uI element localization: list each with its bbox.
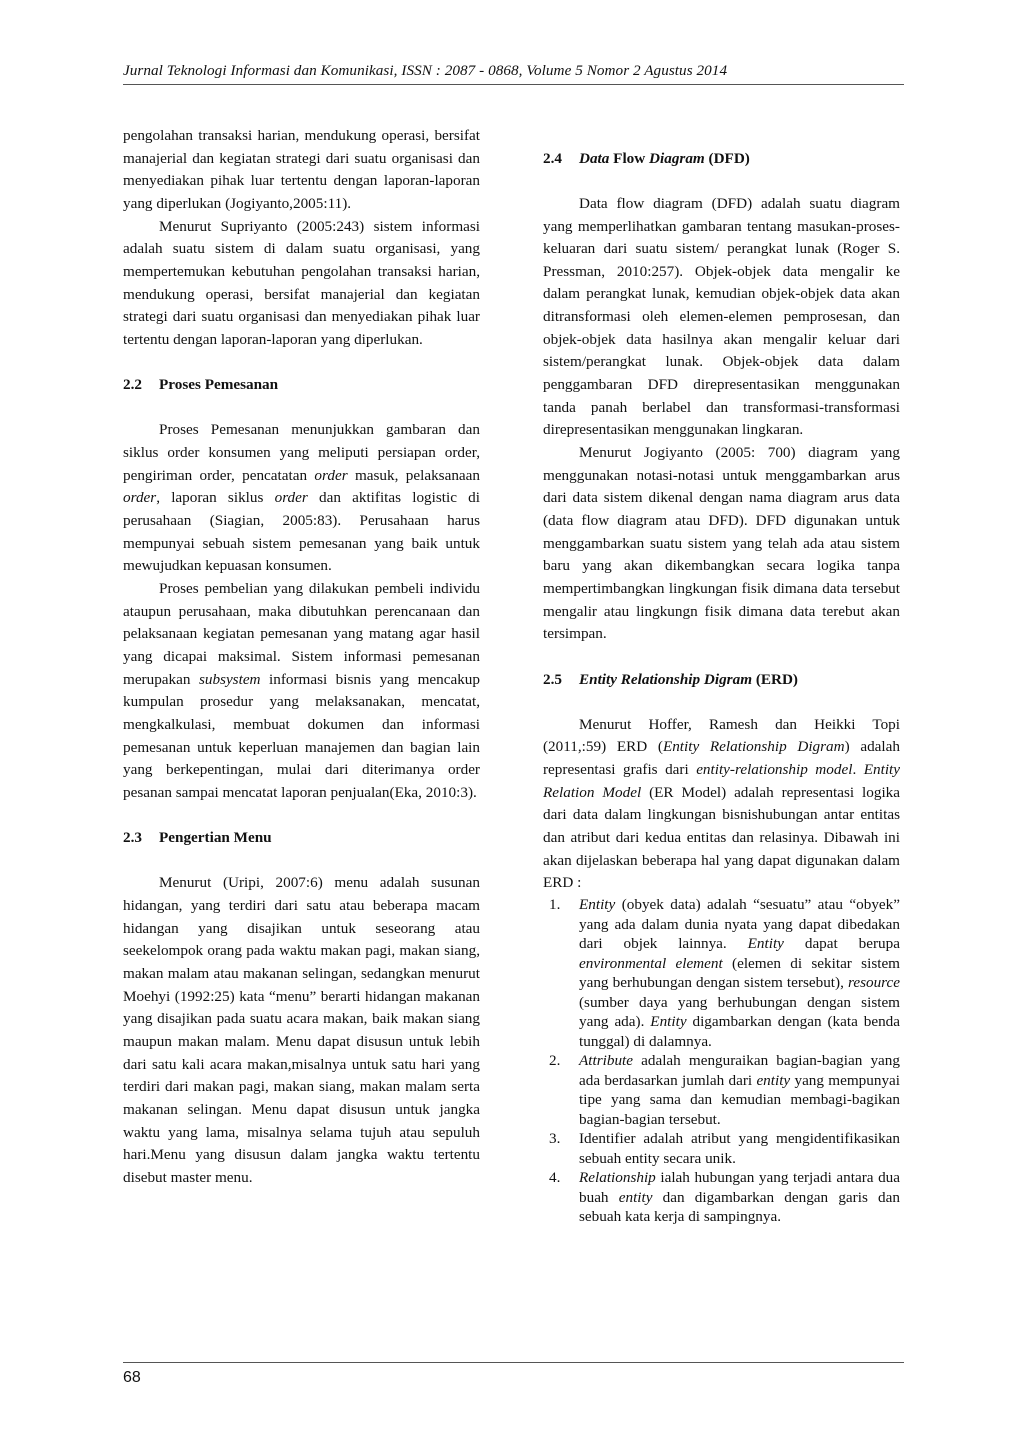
erd-list — [543, 895, 900, 1227]
paragraph: Menurut (Uripi, 2007:6) menu adalah susunan hidangan, yang terdiri dari satu atau beberapa macam hidangan yang disajikan untuk seseorang atau seekelompok orang pada waktu makan pagi, makan siang, makan malam atau makanan selingan, sedangkan menurut Moehyi (1992:25) kata “menu” berarti hidangan makanan yang disajikan pada suatu acara makan, baik makan siang maupun makan malam. Menu dapat disusun untuk lebih dari satu kali acara makan,misalnya untuk satu hari yang terdiri dari makan pagi, makan siang, makan malam serta makanan selingan. Menu dapat disusun untuk jangka waktu yang lama, misalnya selama tujuh atau sepuluh hari.Menu yang disusun dalam jangka waktu tertentu disebut master menu. — [123, 874, 480, 1186]
left-column — [123, 125, 480, 1190]
list-item: 1. Entity (obyek data) adalah “sesuatu” atau “obyek” yang ada dalam dunia nyata yang dapat dibedakan dari objek lainnya. Entity dapat berupa environmental element (elemen di sekitar sistem yang berhubungan dengan sistem tersebut), resource (sumber daya yang berhubungan dengan sistem yang ada). Entity digambarkan dengan (kata benda tunggal) di dalamnya. — [549, 896, 900, 1050]
list-item: 3. Identifier adalah atribut yang mengidentifikasikan sebuah entity secara unik. — [549, 1130, 900, 1167]
header-rule — [123, 84, 904, 85]
paragraph: Menurut Hoffer, Ramesh dan Heikki Topi (2011,:59) ERD (Entity Relationship Digram) adalah representasi grafis dari entity-relationship model. Entity Relation Model (ER Model) adalah representasi logika dari data dalam lingkungan bisnishubungan antar entitas dan atribut dari kedua entitas dan relasinya. Dibawah ini akan dijelaskan beberapa hal yang dapat digunakan dalam ERD : — [543, 715, 901, 892]
paragraph: Proses pembelian yang dilakukan pembeli individu ataupun perusahaan, maka dibutuhkan perencanaan dan pelaksanaan kegiatan pemesanan yang matang agar hasil yang dicapai maksimal. Sistem informasi pemesanan merupakan subsystem informasi bisnis yang mencakup kumpulan prosedur yang melaksanakan, mencatat, mengkalkulasi, membuat dokumen dan informasi pemesanan untuk keperluan manajemen dan bagian lain yang berkepentingan, mulai dari diterimanya order pesanan sampai mencatat laporan penjualan(Eka, 2010:3). — [123, 580, 480, 801]
footer-rule — [123, 1362, 904, 1363]
section-heading: 2.3 Pengertian Menu — [123, 829, 272, 847]
paragraph: Data flow diagram (DFD) adalah suatu diagram yang memperlihatkan gambaran tentang masukan-proses-keluaran dari suatu sistem/ perangkat lunak (Roger S. Pressman, 2010:257). Objek-objek data mengalir ke dalam perangkat lunak, kemudian objek-objek data akan ditransformasi oleh elemen-elemen pemprosesan, dan objek-objek data hasilnya akan mengalir keluar dari sistem/perangkat lunak. Objek-objek data dalam penggambaran DFD direpresentasikan menggunakan tanda panah berlabel dan transformasi-transformasi direpresentasikan menggunakan lingkaran. — [543, 194, 900, 439]
list-item: 4. Relationship ialah hubungan yang terjadi antara dua buah entity dan digambarkan dengan garis dan sebuah kata kerja di sampingnya. — [549, 1169, 900, 1226]
journal-header: Jurnal Teknologi Informasi dan Komunikasi, ISSN : 2087 - 0868, Volume 5 Nomor 2 Agustus 2014 — [123, 62, 728, 79]
section-heading: 2.2 Proses Pemesanan — [123, 376, 279, 394]
paragraph: Proses Pemesanan menunjukkan gambaran dan siklus order konsumen yang meliputi persiapan order, pengiriman order, pencatatan order masuk, pelaksanaan order, laporan siklus order dan aktifitas logistic di perusahaan (Siagian, 2005:83). Perusahaan harus mempunyai sebuah sistem pemesanan yang baik untuk mewujudkan kepuasan konsumen. — [123, 421, 480, 575]
page-number: 68 — [123, 1369, 141, 1386]
list-item: 2. Attribute adalah menguraikan bagian-bagian yang ada berdasarkan jumlah dari entity yang mempunyai tipe yang sama dan kemudian membagi-bagikan bagian-bagian tersebut. — [549, 1052, 900, 1128]
paragraph: Menurut Supriyanto (2005:243) sistem informasi adalah suatu sistem di dalam suatu organisasi, yang mempertemukan kebutuhan pengolahan transaksi harian, mendukung operasi, bersifat manajerial dan kegiatan strategi dari suatu organisasi dan menyediakan pihak luar tertentu dengan laporan-laporan yang diperlukan. — [123, 217, 480, 348]
section-heading: 2.4 Data Flow Diagram (DFD) — [543, 149, 750, 167]
section-heading: 2.5 Entity Relationship Digram (ERD) — [543, 670, 798, 688]
paragraph: Menurut Jogiyanto (2005: 700) diagram yang menggunakan notasi-notasi untuk menggambarkan arus dari data sistem dikenal dengan nama diagram arus data (data flow diagram atau DFD). DFD digunakan untuk menggambarkan suatu sistem yang telah ada atau sistem baru yang akan dikembangkan secara logika tanpa mempertimbangkan lingkungan fisik dimana data tersebut mengalir atau lingkungn fisik dimana data terebut akan tersimpan. — [543, 444, 900, 643]
paragraph: pengolahan transaksi harian, mendukung operasi, bersifat manajerial dan kegiatan strategi dari suatu organisasi dan menyediakan pihak luar tertentu dengan laporan-laporan yang diperlukan (Jogiyanto,2005:11). — [123, 127, 480, 212]
right-column — [543, 125, 900, 1227]
